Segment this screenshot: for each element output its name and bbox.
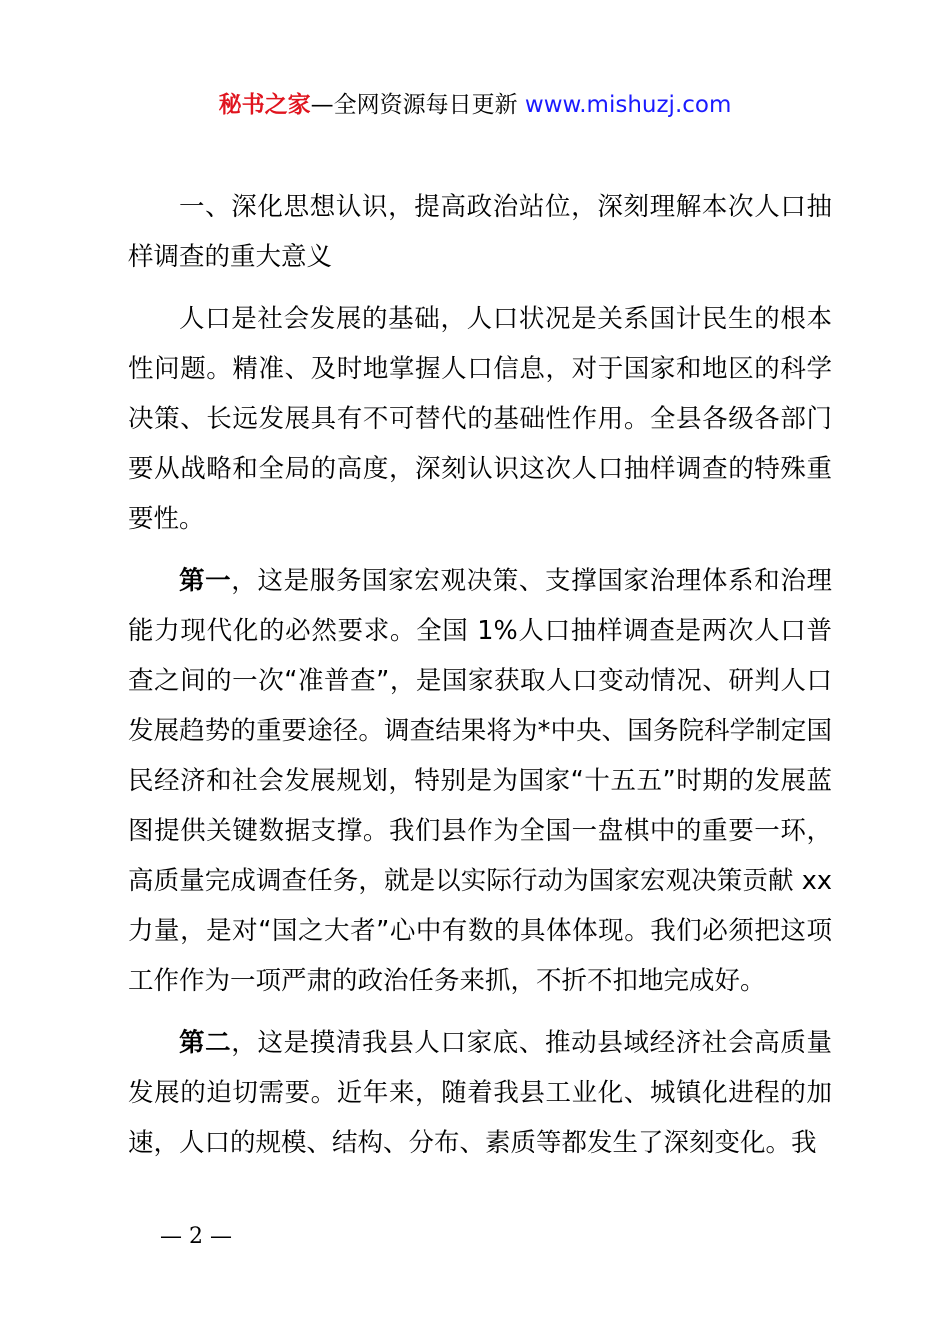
section-heading: 一、深化思想认识，提高政治站位，深刻理解本次人口抽样调查的重大意义 <box>128 192 832 272</box>
paragraph-intro <box>128 294 832 544</box>
paragraph-lead: 第二 <box>179 1028 232 1058</box>
document-body <box>128 182 832 1168</box>
paragraph-first <box>128 556 832 1006</box>
paragraph-second <box>128 1018 832 1168</box>
site-header <box>0 88 950 122</box>
site-url-link[interactable]: www.mishuzj.com <box>524 92 732 118</box>
brand-name: 秘书之家 <box>218 92 311 118</box>
paragraph-text: 人口是社会发展的基础，人口状况是关系国计民生的根本性问题。精准、及时地掌握人口信息，对于国家和地区的科学决策、长远发展具有不可替代的基础性作用。全县各级各部门要从战略和全局的高度，深刻认识这次人口抽样调查的特殊重要性。 <box>128 304 832 534</box>
paragraph-text: ，这是服务国家宏观决策、支撑国家治理体系和治理能力现代化的必然要求。全国 1%人口抽样调查是两次人口普查之间的一次“准普查”，是国家获取人口变动情况、研判人口发展趋势的重要途径。调查结果将为*中央、国务院科学制定国民经济和社会发展规划，特别是为国家“十五五”时期的发展蓝图提供关键数据支撑。我们县作为全国一盘棋中的重要一环，高质量完成调查任务，就是以实际行动为国家宏观决策贡献 xx 力量，是对“国之大者”心中有数的具体体现。我们必须把这项工作作为一项严肃的政治任务来抓，不折不扣地完成好。 <box>128 566 832 996</box>
page-number: — 2 — <box>160 1224 232 1249</box>
paragraph-lead: 第一 <box>179 566 232 596</box>
paragraph-text: ，这是摸清我县人口家底、推动县域经济社会高质量发展的迫切需要。近年来，随着我县工业化、城镇化进程的加速，人口的规模、结构、分布、素质等都发生了深刻变化。我 <box>128 1028 832 1158</box>
header-tagline: —全网资源每日更新 <box>310 92 525 118</box>
